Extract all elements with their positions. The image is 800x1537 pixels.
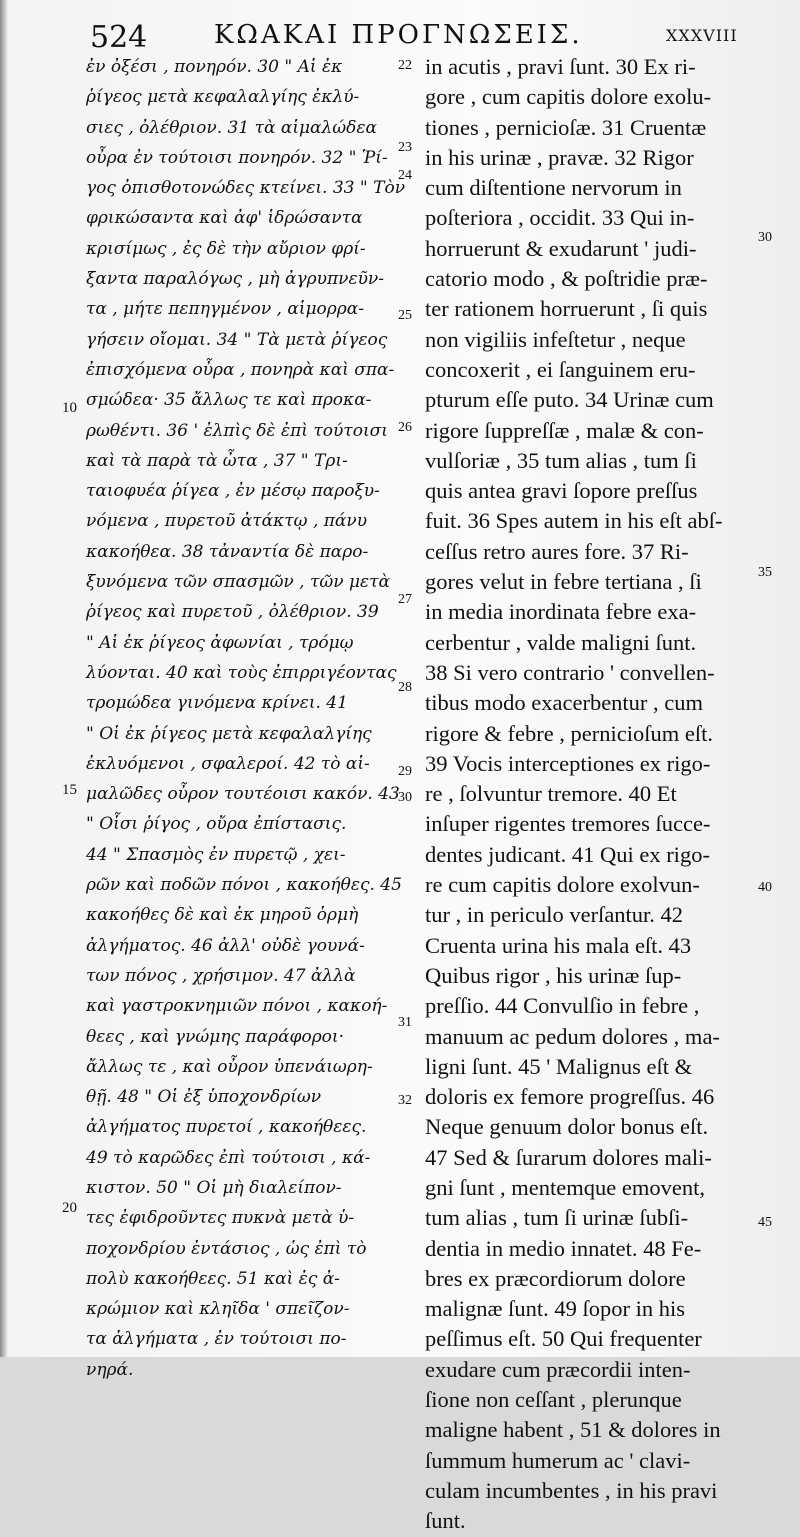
latin-text-line: doloris ex femore progreſſus. 46 <box>425 1084 715 1110</box>
greek-text-line: ποχονδρίου ἐντάσιος , ὡς ἐπὶ τὸ <box>86 1238 367 1259</box>
gutter-line-number: 27 <box>398 592 412 607</box>
greek-text-line: κρισίμως , ἐς δὲ τὴν αὔριον φρί- <box>86 238 366 259</box>
latin-text-line: cum diſtentione nervorum in <box>425 175 682 201</box>
greek-text-line: ἄλλως τε , καὶ οὖρον ὑπενάιωρη- <box>86 1056 373 1077</box>
latin-text-line: ter rationem horruerunt , ſi quis <box>425 296 708 322</box>
greek-text-line: νηρά. <box>86 1359 134 1380</box>
latin-text-line: tum alias , tum ſi urinæ ſubſi- <box>425 1205 689 1231</box>
latin-text-line: gores velut in febre tertiana , ſi <box>425 569 702 595</box>
latin-text-line: tiones , pernicioſæ. 31 Cruentæ <box>425 114 707 140</box>
greek-text-line: ρῶν καὶ ποδῶν πόνοι , κακοήθες. 45 <box>86 875 402 896</box>
greek-text-line: " Οἷσι ῥίγος , οὔρα ἐπίστασις. <box>86 814 347 835</box>
latin-text-line: horruerunt & exudarunt ' judi- <box>425 235 697 261</box>
greek-text-line: 49 τὸ καρῶδες ἐπὶ τούτοισι , κά- <box>86 1147 371 1168</box>
greek-text-line: ξυνόμενα τῶν σπασμῶν , τῶν μετὰ <box>86 572 391 593</box>
gutter-line-number: 32 <box>398 1093 412 1108</box>
greek-text-line: ταιοφυέα ῥίγεα , ἐν μέσῳ παροξυ- <box>86 481 380 502</box>
greek-text-line: τες ἐφιδροῦντες πυκνὰ μετὰ ὑ- <box>86 1208 355 1229</box>
greek-text-line: λύονται. 40 καὶ τοὺς ἐπιρριγέοντας <box>86 662 397 683</box>
greek-text-line: θεες , καὶ γνώμης παράφοροι· <box>86 1026 344 1047</box>
latin-text-line: vulſoriæ , 35 tum alias , tum ſi <box>425 447 697 473</box>
signature-mark: XXXVIII <box>666 26 738 45</box>
latin-text-line: in media inordinata febre exa- <box>425 599 697 625</box>
gutter-line-number: 25 <box>398 308 412 323</box>
greek-text-line: γος ὀπισθοτονώδες κτείνει. 33 " Τὸν <box>86 178 406 199</box>
latin-text-line: ceſſus retro aures fore. 37 Ri- <box>425 538 689 564</box>
greek-text-line: 44 " Σπασμὸς ἐν πυρετῷ , χει- <box>86 844 346 865</box>
greek-text-line: τρομώδεα γινόμενα κρίνει. 41 <box>86 693 348 714</box>
latin-text-line: 38 Si vero contrario ' convellen- <box>425 659 715 685</box>
greek-text-line: ἐκλυόμενοι , σφαλεροί. 42 τὸ αἱ- <box>86 753 370 774</box>
latin-text-line: rigore ſuppreſſæ , malæ & con- <box>425 417 704 443</box>
gutter-line-number: 22 <box>398 58 412 73</box>
latin-text-line: preſſio. 44 Convulſio in febre , <box>425 993 700 1019</box>
greek-text-line: ῥίγεος μετὰ κεφαλαλγίης ἐκλύ- <box>86 87 360 108</box>
latin-text-line: maligne habent , 51 & dolores in <box>425 1417 721 1443</box>
latin-text-line: cerbentur , valde maligni ſunt. <box>425 629 697 655</box>
running-head <box>0 20 800 54</box>
latin-text-line: dentia in medio innatet. 48 Fe- <box>425 1235 702 1261</box>
greek-text-column <box>86 52 416 1385</box>
latin-text-line: pturum eſſe puto. 34 Urinæ cum <box>425 387 714 413</box>
margin-line-number: 40 <box>758 880 772 895</box>
greek-text-line: ἐπισχόμενα οὖρα , πονηρὰ καὶ σπα- <box>86 359 395 380</box>
greek-text-line: οὖρα ἐν τούτοισι πονηρόν. 32 " Ῥί- <box>86 147 388 168</box>
gutter-line-number: 30 <box>398 790 412 805</box>
latin-text-line: peſſimus eſt. 50 Qui frequenter <box>425 1326 702 1352</box>
latin-text-line: gore , cum capitis dolore exolu- <box>425 84 712 110</box>
greek-text-line: καὶ τὰ παρὰ τὰ ὦτα , 37 " Τρι- <box>86 450 348 471</box>
margin-line-number: 45 <box>758 1215 772 1230</box>
gutter-line-number: 23 <box>398 140 412 155</box>
latin-text-line: tibus modo exacerbentur , cum <box>425 690 704 716</box>
greek-text-line: μαλῶδες οὖρον τουτέοισι κακόν. 43 <box>86 784 400 805</box>
greek-text-line: ξαντα παραλόγως , μὴ ἀγρυπνεῦν- <box>86 269 385 290</box>
latin-text-line: concoxerit , ei ſanguinem eru- <box>425 356 696 382</box>
latin-text-line: ligni ſunt. 45 ' Malignus eſt & <box>425 1053 693 1079</box>
latin-text-line: inſuper rigentes tremores ſucce- <box>425 811 711 837</box>
latin-text-line: in acutis , pravi ſunt. 30 Ex ri- <box>425 54 696 79</box>
latin-text-line: ſunt. <box>425 1508 466 1534</box>
greek-text-line: " Αἱ ἐκ ῥίγεος ἀφωνίαι , τρόμῳ <box>86 632 354 653</box>
latin-text-line: 47 Sed & ſurarum dolores mali- <box>425 1144 712 1170</box>
latin-text-line: dentes judicant. 41 Qui ex rigo- <box>425 841 710 867</box>
latin-text-line: culam incumbentes , in his pravi <box>425 1477 718 1503</box>
page-number: 524 <box>90 20 148 55</box>
margin-line-number: 15 <box>62 782 77 798</box>
latin-text-line: exudare cum præcordii inten- <box>425 1356 691 1382</box>
latin-text-line: Cruenta urina his mala eſt. 43 <box>425 932 692 958</box>
greek-text-line: τα , μήτε πεπηγμένον , αἱμορρα- <box>86 299 365 320</box>
latin-text-line: gni ſunt , mentemque emovent, <box>425 1174 705 1200</box>
greek-text-line: νόμενα , πυρετοῦ ἀτάκτῳ , πάνυ <box>86 511 368 532</box>
greek-text-line: πολὺ κακοήθεες. 51 καὶ ἐς ἀ- <box>86 1268 340 1289</box>
latin-text-column <box>425 52 775 1537</box>
greek-text-line: ρωθέντι. 36 ' ἐλπὶς δὲ ἐπὶ τούτοισι <box>86 420 388 441</box>
greek-text-line: ἐν ὀξέσι , πονηρόν. 30 " Αἱ ἐκ <box>86 57 343 77</box>
greek-text-line: θῇ. 48 " Οἱ ἐξ ὑποχονδρίων <box>86 1087 322 1108</box>
greek-text-line: " Οἱ ἐκ ῥίγεος μετὰ κεφαλαλγίης <box>86 723 372 744</box>
latin-text-line: manuum ac pedum dolores , ma- <box>425 1023 720 1049</box>
latin-text-line: catorio modo , & poſtridie præ- <box>425 266 708 292</box>
latin-text-line: ſione non ceſſant , plerunque <box>425 1387 682 1413</box>
gutter-line-number: 28 <box>398 680 412 695</box>
margin-line-number: 30 <box>758 230 772 245</box>
gutter-line-number: 29 <box>398 764 412 779</box>
latin-text-line: 39 Vocis interceptiones ex rigo- <box>425 750 711 776</box>
latin-text-line: tur , in periculo verſantur. 42 <box>425 902 684 928</box>
gutter-line-number: 26 <box>398 420 412 435</box>
latin-text-line: ſummum humerum ac ' clavi- <box>425 1447 691 1473</box>
gutter-line-number: 31 <box>398 1015 412 1030</box>
latin-text-line: re , ſolvuntur tremore. 40 Et <box>425 781 677 807</box>
greek-text-line: κρώμιον καὶ κληῖδα ' σπεῖζον- <box>86 1299 350 1320</box>
greek-text-line: σιες , ὀλέθριον. 31 τὰ αἱμαλώδεα <box>86 117 378 138</box>
margin-line-number: 35 <box>758 565 772 580</box>
greek-text-line: κιστον. 50 " Οἱ μὴ διαλείπον- <box>86 1177 342 1198</box>
greek-text-line: των πόνος , χρήσιμον. 47 ἀλλὰ <box>86 965 356 986</box>
greek-text-line: γήσειν οἴομαι. 34 " Τὰ μετὰ ῥίγεος <box>86 329 388 350</box>
latin-text-line: in his urinæ , pravæ. 32 Rigor <box>425 144 694 170</box>
margin-line-number: 10 <box>62 400 77 416</box>
latin-text-line: non vigiliis infeſtetur , neque <box>425 326 686 352</box>
greek-text-line: φρικώσαντα καὶ ἀφ' ἱδρώσαντα <box>86 208 363 229</box>
latin-text-line: malignæ ſunt. 49 ſopor in his <box>425 1296 686 1322</box>
greek-text-line: κακοήθες δὲ καὶ ἐκ μηροῦ ὁρμὴ <box>86 905 359 926</box>
greek-text-line: ῥίγεος καὶ πυρετοῦ , ὀλέθριον. 39 <box>86 602 379 623</box>
margin-line-number: 20 <box>62 1200 77 1216</box>
latin-text-line: Neque genuum dolor bonus eſt. <box>425 1114 709 1140</box>
latin-text-line: bres ex præcordiorum dolore <box>425 1265 686 1291</box>
latin-text-line: fuit. 36 Spes autem in his eſt abſ- <box>425 508 723 534</box>
greek-text-line: κακοήθεα. 38 τἀναντία δὲ παρο- <box>86 541 369 562</box>
greek-text-line: ἀλγήματος πυρετοί , κακοήθεες. <box>86 1117 367 1138</box>
gutter-line-number: 24 <box>398 168 412 183</box>
greek-text-line: ἀλγήματος. 46 ἀλλ' οὐδὲ γουνά- <box>86 935 365 956</box>
latin-text-line: poſteriora , occidit. 33 Qui in- <box>425 205 695 231</box>
latin-text-line: quis antea gravi ſopore preſſus <box>425 478 698 504</box>
greek-text-line: τα ἀλγήματα , ἐν τούτοισι πο- <box>86 1329 347 1350</box>
greek-text-line: σμώδεα· 35 ἄλλως τε καὶ προκα- <box>86 390 372 411</box>
latin-text-line: re cum capitis dolore exolvun- <box>425 872 700 898</box>
latin-text-line: rigore & febre , pernicioſum eſt. <box>425 720 714 746</box>
page-title: ΚΩΑΚΑΙ ΠΡΟΓΝΩΣΕΙΣ. <box>214 20 583 50</box>
latin-text-line: Quibus rigor , his urinæ ſup- <box>425 962 682 988</box>
greek-text-line: καὶ γαστροκνημιῶν πόνοι , κακοή- <box>86 996 388 1017</box>
